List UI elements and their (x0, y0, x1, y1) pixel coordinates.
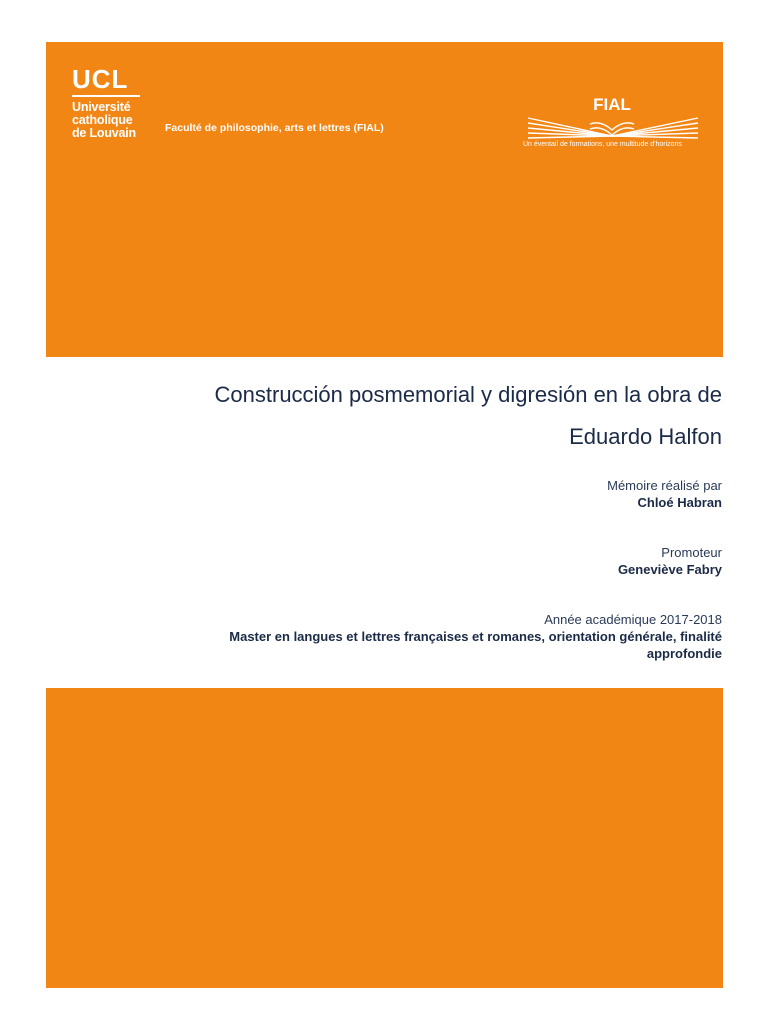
thesis-title (82, 374, 722, 458)
fial-tagline: Un éventail de formations, une multitude d'horizons (523, 141, 682, 148)
program-line-2: approfondie (646, 646, 722, 661)
promoteur-block (618, 544, 722, 578)
ucl-mark: UCL (72, 64, 129, 94)
fial-logo-text: FIAL (593, 95, 631, 114)
ucl-name-line-3: de Louvain (72, 126, 136, 140)
faculty-name: Faculté de philosophie, arts et lettres (FIAL) (165, 122, 384, 134)
program-line-1: Master en langues et lettres françaises et romanes, orientation générale, finalité (229, 629, 722, 644)
thesis-title-line-2: Eduardo Halfon (569, 424, 722, 449)
author-name: Chloé Habran (637, 495, 722, 510)
memoire-block (607, 477, 722, 511)
ucl-name-line-2: catholique (72, 113, 133, 127)
thesis-title-line-1: Construcción posmemorial y digresión en la obra de (214, 382, 722, 407)
promoteur-label: Promoteur (661, 545, 722, 560)
ucl-name-line-1: Université (72, 100, 131, 114)
academic-year: Année académique 2017-2018 (544, 612, 722, 627)
ucl-logo-rule (72, 95, 140, 97)
annee-block (102, 611, 722, 662)
promoteur-name: Geneviève Fabry (617, 562, 722, 577)
footer-band (46, 688, 723, 988)
memoire-label: Mémoire réalisé par (607, 478, 722, 493)
ucl-logo (72, 66, 140, 140)
